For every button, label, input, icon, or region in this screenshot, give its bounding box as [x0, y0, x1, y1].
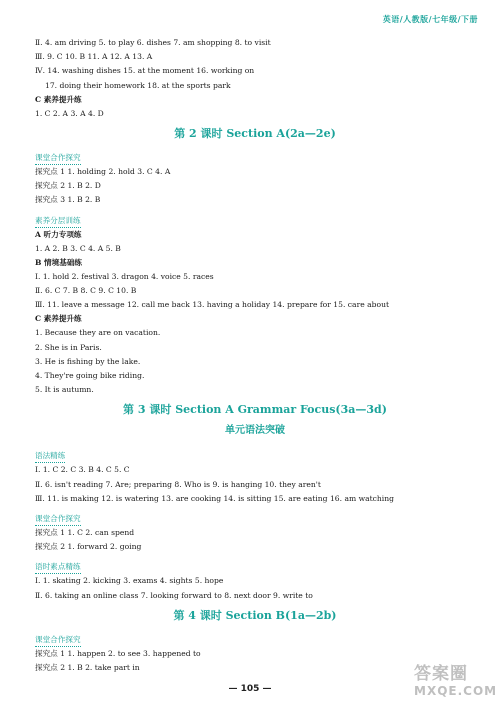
lesson-title: 第 2 课时 Section A(2a—2e) [174, 127, 336, 141]
section-label: 课堂合作探究 [35, 151, 81, 165]
answer-line: 探究点 2 1. B 2. D [35, 181, 101, 191]
section-label: 语时素点精练 [35, 560, 81, 574]
section-label: 课堂合作探究 [35, 633, 81, 647]
part-heading: C 素养提升练 [35, 314, 82, 324]
answer-line: 1. A 2. B 3. C 4. A 5. B [35, 243, 121, 253]
answer-line: Ⅰ. 1. C 2. C 3. B 4. C 5. C [35, 465, 130, 475]
answer-line: Ⅰ. 1. skating 2. kicking 3. exams 4. sights 5. hope [35, 576, 224, 586]
section-label: 语法精练 [35, 449, 65, 463]
watermark-logo [414, 664, 498, 704]
answer-line: 探究点 1 1. C 2. can spend [35, 528, 135, 538]
answer-line: 1. Because they are on vacation. [35, 328, 161, 338]
answer-line: 5. It is autumn. [35, 385, 94, 395]
answer-line: 探究点 2 1. forward 2. going [35, 542, 142, 552]
section-label: 素养分层训练 [35, 214, 81, 228]
answer-line: Ⅲ. 9. C 10. B 11. A 12. A 13. A [35, 52, 153, 62]
watermark-line2: MXQE.COM [414, 684, 498, 698]
answer-line: Ⅲ. 11. leave a message 12. call me back 13. having a holiday 14. prepare for 15. care about [35, 300, 390, 310]
answer-line: 探究点 2 1. B 2. take part in [35, 663, 140, 673]
lesson-title: 第 4 课时 Section B(1a—2b) [173, 608, 337, 622]
answer-line: 探究点 1 1. holding 2. hold 3. C 4. A [35, 167, 171, 177]
watermark-line1: 答案圈 [414, 664, 468, 684]
part-heading: B 情境基础练 [35, 257, 83, 267]
section-label: 课堂合作探究 [35, 512, 81, 526]
header-tag: 英语/人教版/七年级/下册 [382, 15, 478, 24]
answer-line: 4. They're going bike riding. [35, 371, 145, 381]
answer-line: Ⅳ. 14. washing dishes 15. at the moment 16. working on [35, 66, 255, 76]
answer-line: 2. She is in Paris. [35, 342, 102, 352]
answer-line: Ⅱ. 6. taking an online class 7. looking forward to 8. next door 9. write to [35, 590, 313, 600]
answer-line: 探究点 1 1. happen 2. to see 3. happened to [35, 648, 201, 658]
unit-subtitle: 单元语法突破 [225, 425, 285, 437]
answer-line: 17. doing their homework 18. at the sports park [45, 80, 231, 90]
answer-line: Ⅱ. 6. isn't reading 7. Are; preparing 8. Who is 9. is hanging 10. they aren't [35, 479, 321, 489]
answer-line: 1. C 2. A 3. A 4. D [35, 108, 104, 118]
answer-line: Ⅰ. 1. hold 2. festival 3. dragon 4. voice 5. races [35, 271, 214, 281]
lesson-title: 第 3 课时 Section A Grammar Focus(3a—3d) [123, 403, 387, 417]
answer-line: 探究点 3 1. B 2. B [35, 195, 101, 205]
answer-line: 3. He is fishing by the lake. [35, 356, 141, 366]
answer-content [35, 36, 475, 675]
answer-line: Ⅱ. 4. am driving 5. to play 6. dishes 7. am shopping 8. to visit [35, 38, 271, 47]
part-heading: A 听力专项练 [35, 229, 82, 239]
answer-line: Ⅲ. 11. is making 12. is watering 13. are cooking 14. is sitting 15. are eating 16. am watching [35, 493, 394, 503]
answer-line: Ⅱ. 6. C 7. B 8. C 9. C 10. B [35, 286, 137, 296]
page-number: — 105 — [228, 684, 272, 694]
part-heading: C 素养提升练 [35, 94, 82, 104]
